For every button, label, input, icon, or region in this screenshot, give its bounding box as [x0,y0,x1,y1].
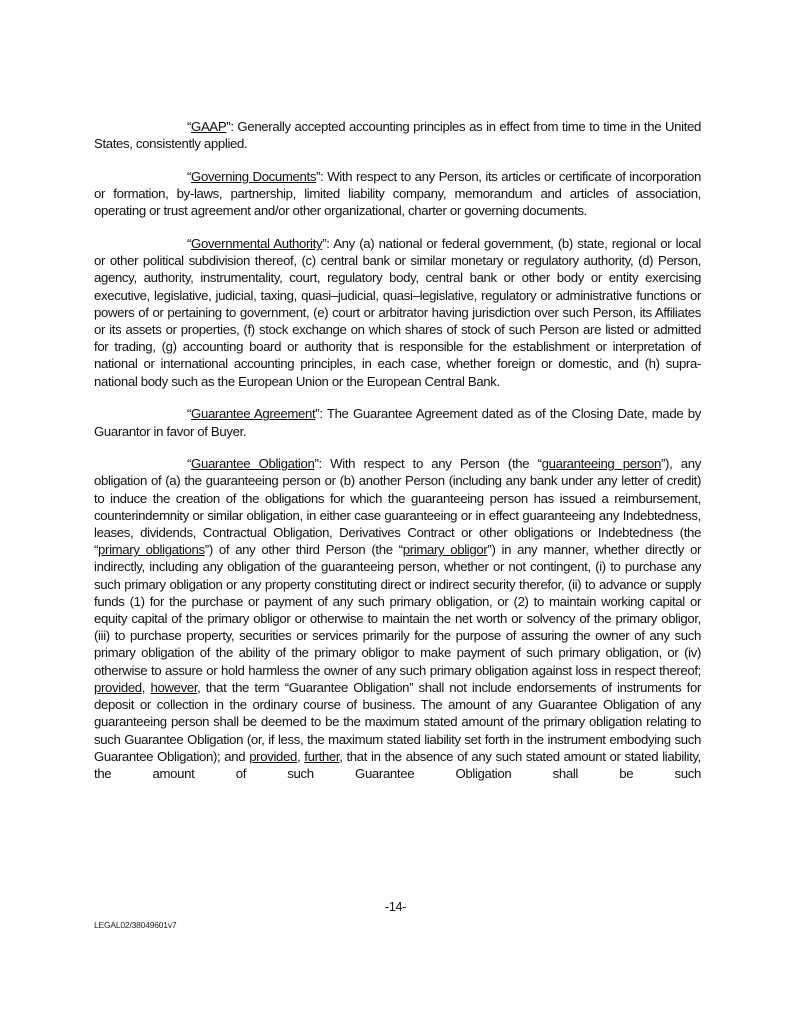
definition-governing-documents [94,168,701,220]
definition-governmental-authority [94,235,701,390]
definition-guarantee-agreement [94,405,701,439]
page-number: -14- [384,900,407,914]
defined-term: GAAP [191,119,227,134]
definition-text: ”: Generally accepted accounting principles as in effect from time to time in the United States, consistently applied. [94,119,701,152]
defined-term: Governmental Authority [191,236,323,252]
definition-text: ”: The Guarantee Agreement dated as of the Closing Date, made by Guarantor in favor of Buyer. [94,406,701,439]
defined-term: Guarantee Agreement [191,406,316,422]
defined-term: further [304,748,340,764]
definition-text: ”: With respect to any Person, its articles or certificate of incorporation or formation, by-laws, partnership, limited liability company, memorandum and articles of association, operating or trust agreement and/or other organizational, charter or governing documents. [94,168,702,219]
defined-term: however [150,679,198,695]
document-body [94,118,701,798]
defined-term: provided [249,748,297,764]
definition-text: ”), any obligation of (a) the guaranteeing person or (b) another Person (including any bank under any letter of credit) to induce the creation of the obligations for which the guaranteeing person has issued a reimbursement, counterindemnity or similar obligation, in either case guaranteeing or in effect guaranteeing any Indebtedness, leases, dividends, Contractual Obligation, Derivatives Contract or other obligations or Indebtedness (the “ [94,456,701,558]
definition-guarantee-obligation [94,455,701,782]
definition-text: ”) in any manner, whether directly or indirectly, including any obligation of the guaranteeing person, whether or not contingent, (i) to purchase any such primary obligation or any property constituting direct or indirect security therefor, (ii) to advance or supply funds (1) for the purchase or payment of any such primary obligation, or (2) to maintain working capital or equity capital of the primary obligor or otherwise to maintain the net worth or solvency of the primary obligor, (iii) to purchase property, securities or services primarily for the purpose of assuring the owner of any such primary obligation of the ability of the primary obligor to make payment of such primary obligation, or (iv) otherwise to assure or hold harmless the owner of any such primary obligation against loss in respect thereof; [94,542,702,678]
definition-text: “ [187,406,192,422]
definition-text: “ [187,119,192,134]
definition-text: ”: With respect to any Person (the “ [314,456,542,472]
definition-text: “ [187,456,192,472]
defined-term: Guarantee Obligation [191,456,315,472]
definition-text: , that in the absence of any such stated amount or stated liability, the amount of such Guarantee Obligation shall be such [94,748,701,781]
definition-gaap [94,118,701,152]
defined-term: provided [94,679,142,695]
definition-text: ”: Any (a) national or federal government, (b) state, regional or local or other political subdivision thereof, (c) central bank or similar monetary or regulatory authority, (d) Person, agency, authority, instrumentality, court, regulatory body, central bank or other body or entity exercising executive, legislative, judicial, taxing, quasi–judicial, quasi–legislative, regulatory or administrative functions or powers of or pertaining to government, (e) court or arbitrator having jurisdiction over such Person, its Affiliates or its assets or properties, (f) stock exchange on which shares of stock of such Person are listed or admitted for trading, (g) accounting board or authority that is responsible for the establishment or interpretation of national or international accounting principles, in each case, whether foreign or domestic, and (h) supra-national body such as the European Union or the European Central Bank. [94,236,702,389]
defined-term: primary obligations [98,542,205,558]
definition-text: ”) of any other third Person (the “ [204,542,403,558]
defined-term: primary obligor [402,542,488,558]
document-id: LEGAL02/38049601v7 [94,920,177,930]
defined-term: guaranteeing person [541,456,661,472]
definition-text: “ [187,168,192,184]
definition-text: , that the term “Guarantee Obligation” shall not include endorsements of instruments for deposit or collection in the ordinary course of business. The amount of any Guarantee Obligation of any guaranteeing person shall be deemed to be the maximum stated amount of the primary obligation relating to such Guarantee Obligation (or, if less, the maximum stated liability set forth in the instrument embodying such Guarantee Obligation); and [94,679,701,764]
definition-text: , [297,748,305,764]
defined-term: Governing Documents [191,168,317,184]
definition-text: , [141,679,151,695]
definition-text: “ [187,236,192,252]
